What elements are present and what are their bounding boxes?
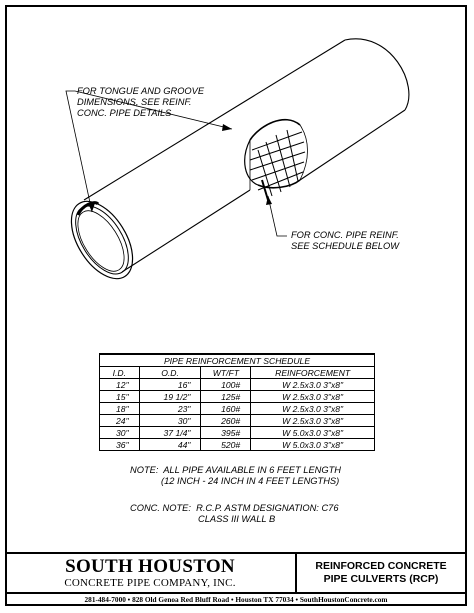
callout-reinforcement bbox=[291, 230, 399, 252]
table-row bbox=[100, 403, 375, 415]
callout-line: SEE SCHEDULE BELOW bbox=[291, 241, 399, 251]
title-block bbox=[5, 552, 467, 594]
table-cell: W 2.5x3.0 3"x8" bbox=[251, 379, 375, 391]
length-note-line-1: NOTE: ALL PIPE AVAILABLE IN 6 FEET LENGTH bbox=[130, 465, 341, 475]
callout-line: DIMENSIONS, SEE REINF. bbox=[77, 97, 192, 107]
table-cell: W 2.5x3.0 3"x8" bbox=[251, 415, 375, 427]
table-row bbox=[100, 379, 375, 391]
conc-note-line-1: CONC. NOTE: R.C.P. ASTM DESIGNATION: C76 bbox=[130, 503, 339, 513]
table-cell: W 5.0x3.0 3"x8" bbox=[251, 427, 375, 439]
table-row bbox=[100, 427, 375, 439]
pipe-end bbox=[59, 191, 145, 289]
table-cell: 18" bbox=[100, 403, 140, 415]
table-cell: 24" bbox=[100, 415, 140, 427]
callout-line: FOR CONC. PIPE REINF. bbox=[291, 230, 399, 240]
reinforcement-schedule-table bbox=[99, 353, 375, 451]
table-row bbox=[100, 415, 375, 427]
callout-line: CONC. PIPE DETAILS bbox=[77, 108, 172, 118]
column-header: I.D. bbox=[100, 367, 140, 379]
reinforcement-cage bbox=[245, 120, 305, 200]
column-header: REINFORCEMENT bbox=[251, 367, 375, 379]
company-logo bbox=[5, 554, 297, 594]
table-title-row bbox=[100, 354, 375, 367]
table-cell: 37 1/4" bbox=[139, 427, 201, 439]
table-row bbox=[100, 439, 375, 451]
drawing-title bbox=[297, 554, 465, 594]
table-cell: 12" bbox=[100, 379, 140, 391]
company-name: SOUTH HOUSTON bbox=[65, 556, 235, 577]
table-cell: 30" bbox=[100, 427, 140, 439]
column-header: WT/FT bbox=[201, 367, 251, 379]
callout-line: FOR TONGUE AND GROOVE bbox=[77, 86, 205, 96]
table-cell: 16" bbox=[139, 379, 201, 391]
table-cell: 520# bbox=[201, 439, 251, 451]
column-header: O.D. bbox=[139, 367, 201, 379]
table-cell: 395# bbox=[201, 427, 251, 439]
table-title: PIPE REINFORCEMENT SCHEDULE bbox=[100, 354, 375, 367]
table-cell: 19 1/2" bbox=[139, 391, 201, 403]
table-header-row bbox=[100, 367, 375, 379]
table-cell: 30" bbox=[139, 415, 201, 427]
callout-tongue-groove bbox=[77, 86, 204, 119]
drawing-title-line-1: REINFORCED CONCRETE bbox=[315, 560, 447, 572]
table-cell: W 2.5x3.0 3"x8" bbox=[251, 391, 375, 403]
table-cell: 15" bbox=[100, 391, 140, 403]
table-cell: 160# bbox=[201, 403, 251, 415]
table-cell: 260# bbox=[201, 415, 251, 427]
table-cell: W 5.0x3.0 3"x8" bbox=[251, 439, 375, 451]
table-row bbox=[100, 391, 375, 403]
table-cell: 36" bbox=[100, 439, 140, 451]
arrowheads bbox=[88, 124, 272, 212]
length-note-line-2: (12 INCH - 24 INCH IN 4 FEET LENGTHS) bbox=[161, 476, 340, 486]
conc-note-line-2: CLASS III WALL B bbox=[198, 514, 276, 524]
table-cell: W 2.5x3.0 3"x8" bbox=[251, 403, 375, 415]
contact-footer: 281-484-7000 • 828 Old Genoa Red Bluff Road • Houston TX 77034 • SouthHoustonConcrete.com bbox=[5, 592, 467, 606]
company-subtitle: CONCRETE PIPE COMPANY, INC. bbox=[64, 577, 236, 589]
table-cell: 125# bbox=[201, 391, 251, 403]
table-cell: 44" bbox=[139, 439, 201, 451]
drawing-title-line-2: PIPE CULVERTS (RCP) bbox=[323, 573, 439, 585]
table-cell: 100# bbox=[201, 379, 251, 391]
pipe-right-section bbox=[300, 39, 409, 180]
table-cell: 23" bbox=[139, 403, 201, 415]
